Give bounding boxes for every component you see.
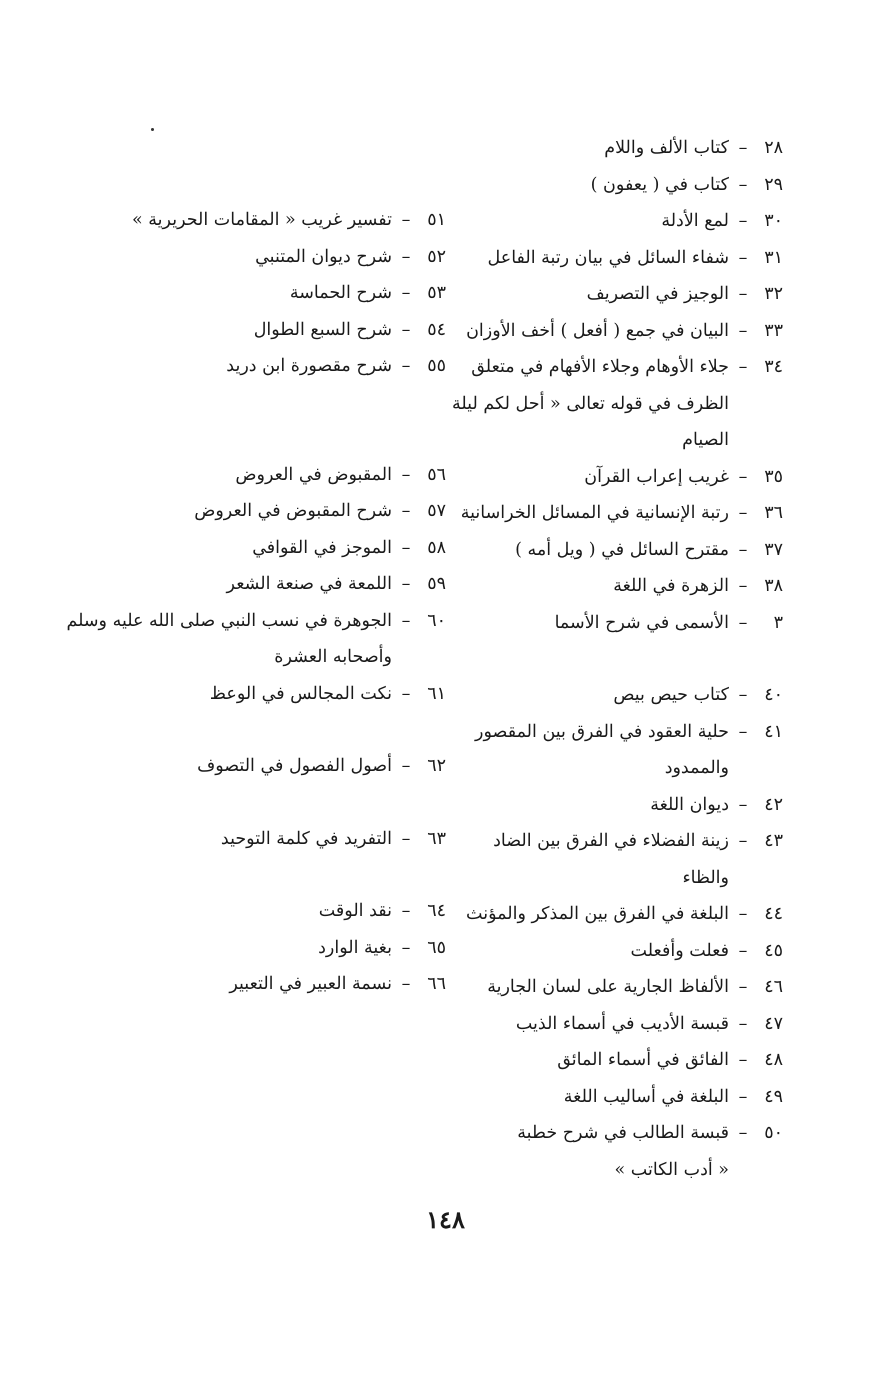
list-item [101,930,446,967]
entry-number: ٦١ [427,683,446,704]
list-item [443,969,783,1006]
entry-number: ٥٥ [427,356,446,376]
entry-number: ٤٢ [764,794,783,815]
entry-continuation: وأصحابه العشرة [274,647,392,667]
entry-dash: – [738,1086,748,1107]
entry-dash: – [738,612,748,633]
spacer [101,712,446,748]
entry-number: ٥٣ [427,283,446,303]
list-item [443,1006,783,1043]
entry-title: نقد الوقت [318,901,392,921]
entry-number: ٢٩ [764,174,783,195]
entry-number: ٥٧ [427,501,446,521]
entry-number: ٥٨ [427,537,446,558]
entry-number: ٦٦ [427,974,446,994]
entry-title: تفسير غريب « المقامات الحريرية » [132,210,392,230]
list-item [443,495,783,532]
list-item [443,933,783,970]
list-item [443,714,783,751]
entry-dash: – [738,466,748,487]
entry-dash: – [401,283,411,303]
entry-title: شرح المقبوض في العروض [194,501,392,521]
list-item [101,530,446,567]
entry-title: البلغة في أساليب اللغة [563,1086,729,1107]
entry-title: شرح الحماسة [289,283,392,303]
entry-continuation: الصيام [682,430,729,450]
entry-title: الأسمى في شرح الأسما [554,612,729,633]
spacer [101,421,446,457]
entry-title: الموجز في القوافي [252,537,392,558]
entry-title: البيان في جمع ( أفعل ) أخف الأوزان [466,320,729,341]
entry-number: ٤٠ [764,685,783,705]
entry-continuation: والممدود [664,758,729,778]
entry-number: ٤٣ [764,831,783,851]
list-item [443,532,783,569]
entry-title: الفائق في أسماء المائق [557,1050,729,1070]
list-item [443,787,783,824]
entry-title: كتاب حيص بيص [613,685,729,705]
entry-title: نسمة العبير في التعبير [229,974,392,994]
entry-dash: – [738,940,748,961]
entry-dash: – [401,501,411,521]
entry-title: رتبة الإنسانية في المسائل الخراسانية [460,503,729,523]
entry-number: ٣٧ [764,539,783,560]
entry-dash: – [738,794,748,815]
entry-title: الزهرة في اللغة [613,576,729,596]
entry-dash: – [401,756,411,776]
entry-title: قبسة الأديب في أسماء الذيب [515,1013,729,1034]
list-item [443,276,783,313]
entry-continuation: والظاء [682,867,729,888]
entry-dash: – [401,356,411,376]
entry-number: ٤٨ [764,1050,783,1070]
entry-dash: – [401,210,411,230]
entry-number: ٦٢ [427,756,446,776]
entry-number: ٦٣ [427,828,446,849]
entry-number: ٤١ [764,721,783,742]
entry-number: ٥٠ [764,1123,783,1143]
entry-title: زينة الفضلاء في الفرق بين الضاد [493,831,729,851]
entry-title: المقبوض في العروض [235,464,392,485]
entry-title: غريب إعراب القرآن [584,466,729,487]
entry-title: فعلت وأفعلت [630,940,729,961]
spacer [101,385,446,421]
entry-continuation: « أدب الكاتب » [614,1159,729,1180]
entry-title: كتاب في ( يعفون ) [590,174,729,195]
list-item [101,893,446,930]
entry-dash: – [401,974,411,994]
entry-dash: – [738,539,748,560]
entry-number: ٤٩ [764,1086,783,1107]
entry-dash: – [401,683,411,704]
entry-dash: – [738,284,748,304]
entry-number: ٦٠ [427,610,446,631]
entry-dash: – [401,937,411,958]
entry-dash: – [401,246,411,267]
entry-title: التفريد في كلمة التوحيد [220,828,392,849]
entry-dash: – [401,319,411,340]
list-item [443,823,783,860]
entry-dash: – [738,174,748,195]
list-item [443,1079,783,1116]
entry-title: الوجيز في التصريف [586,284,729,304]
list-item [66,603,446,640]
entry-number: ٣٢ [764,284,783,304]
entry-number: ٦٤ [427,901,446,921]
entry-number: ٥٩ [427,574,446,594]
entry-title: شرح السبع الطوال [253,319,392,340]
entry-number: ٤٦ [764,977,783,997]
entry-number: ٥٢ [427,246,446,267]
entry-number: ٣١ [764,247,783,268]
entry-dash: – [738,247,748,268]
left-column-list [66,130,446,1003]
entry-dash: – [738,685,748,705]
entry-number: ٥٤ [427,319,446,340]
entry-title: بغية الوارد [318,937,392,958]
entry-dash: – [738,1123,748,1143]
right-column-list [443,130,783,1188]
entry-dash: – [738,503,748,523]
entry-title: اللمعة في صنعة الشعر [226,574,392,594]
list-item [101,202,446,239]
entry-dash: – [738,138,748,158]
list-item [443,240,783,277]
list-item [101,239,446,276]
entry-number: ٤٤ [764,904,783,924]
entry-number: ٣٤ [764,357,783,377]
list-item [443,349,783,386]
list-item [443,203,783,240]
list-item [443,568,783,605]
list-item [101,821,446,858]
entry-title: البلغة في الفرق بين المذكر والمؤنث [466,904,729,924]
entry-dash: – [738,320,748,341]
entry-title: أصول الفصول في التصوف [197,756,392,776]
list-item [101,566,446,603]
entry-dash: – [401,610,411,631]
entry-number: ٣٦ [764,503,783,523]
entry-number: ٤٧ [764,1013,783,1034]
entry-title: كتاب الألف واللام [604,138,729,158]
entry-dash: – [738,1050,748,1070]
list-item [101,748,446,785]
spacer [101,130,446,166]
entry-continuation: الظرف في قوله تعالى « أحل لكم ليلة [452,393,729,414]
page-number: ١٤٨ [426,1205,465,1234]
list-item [101,966,446,1003]
entry-dash: – [738,576,748,596]
entry-dash: – [401,828,411,849]
entry-number: ٣ [773,612,783,633]
list-item [443,1042,783,1079]
list-item [443,313,783,350]
entry-dash: – [401,901,411,921]
entry-title: قبسة الطالب في شرح خطبة [517,1123,729,1143]
entry-number: ٣٨ [764,576,783,596]
list-item [101,275,446,312]
list-item [101,312,446,349]
entry-number: ٢٨ [764,138,783,158]
list-item [443,1115,783,1152]
entry-dash: – [738,357,748,377]
list-item [443,459,783,496]
entry-dash: – [738,1013,748,1034]
entry-dash: – [738,831,748,851]
entry-dash: – [738,977,748,997]
entry-title: شرح مقصورة ابن دريد [226,356,392,376]
entry-title: ديوان اللغة [650,794,729,815]
entry-dash: – [401,464,411,485]
list-item [443,677,783,714]
list-item [101,457,446,494]
spacer [101,785,446,821]
list-item [443,167,783,204]
list-item [101,348,446,385]
entry-dash: – [401,537,411,558]
entry-title: مقترح السائل في ( ويل أمه ) [515,539,729,560]
entry-title: نكت المجالس في الوعظ [209,683,392,704]
entry-title: الألفاظ الجارية على لسان الجارية [487,977,729,997]
spacer [101,857,446,893]
entry-number: ٣٥ [764,466,783,487]
list-item [101,493,446,530]
list-item [443,605,783,642]
entry-title: شفاء السائل في بيان رتبة الفاعل [487,247,729,268]
list-item [443,896,783,933]
entry-number: ٣٠ [764,211,783,231]
entry-number: ٥١ [427,210,446,230]
entry-title: حلية العقود في الفرق بين المقصور [475,721,729,742]
entry-number: ٣٣ [764,320,783,341]
list-item [443,130,783,167]
entry-dash: – [401,574,411,594]
entry-title: جلاء الأوهام وجلاء الأفهام في متعلق [471,357,729,377]
spacer [101,166,446,202]
entry-number: ٤٥ [764,940,783,961]
entry-title: شرح ديوان المتنبي [255,246,392,267]
entry-title: الجوهرة في نسب النبي صلى الله عليه وسلم [66,610,392,631]
entry-dash: – [738,904,748,924]
entry-title: لمع الأدلة [661,211,729,231]
entry-number: ٥٦ [427,464,446,485]
spacer [443,641,783,677]
entry-number: ٦٥ [427,937,446,958]
list-item [101,676,446,713]
entry-dash: – [738,211,748,231]
entry-dash: – [738,721,748,742]
